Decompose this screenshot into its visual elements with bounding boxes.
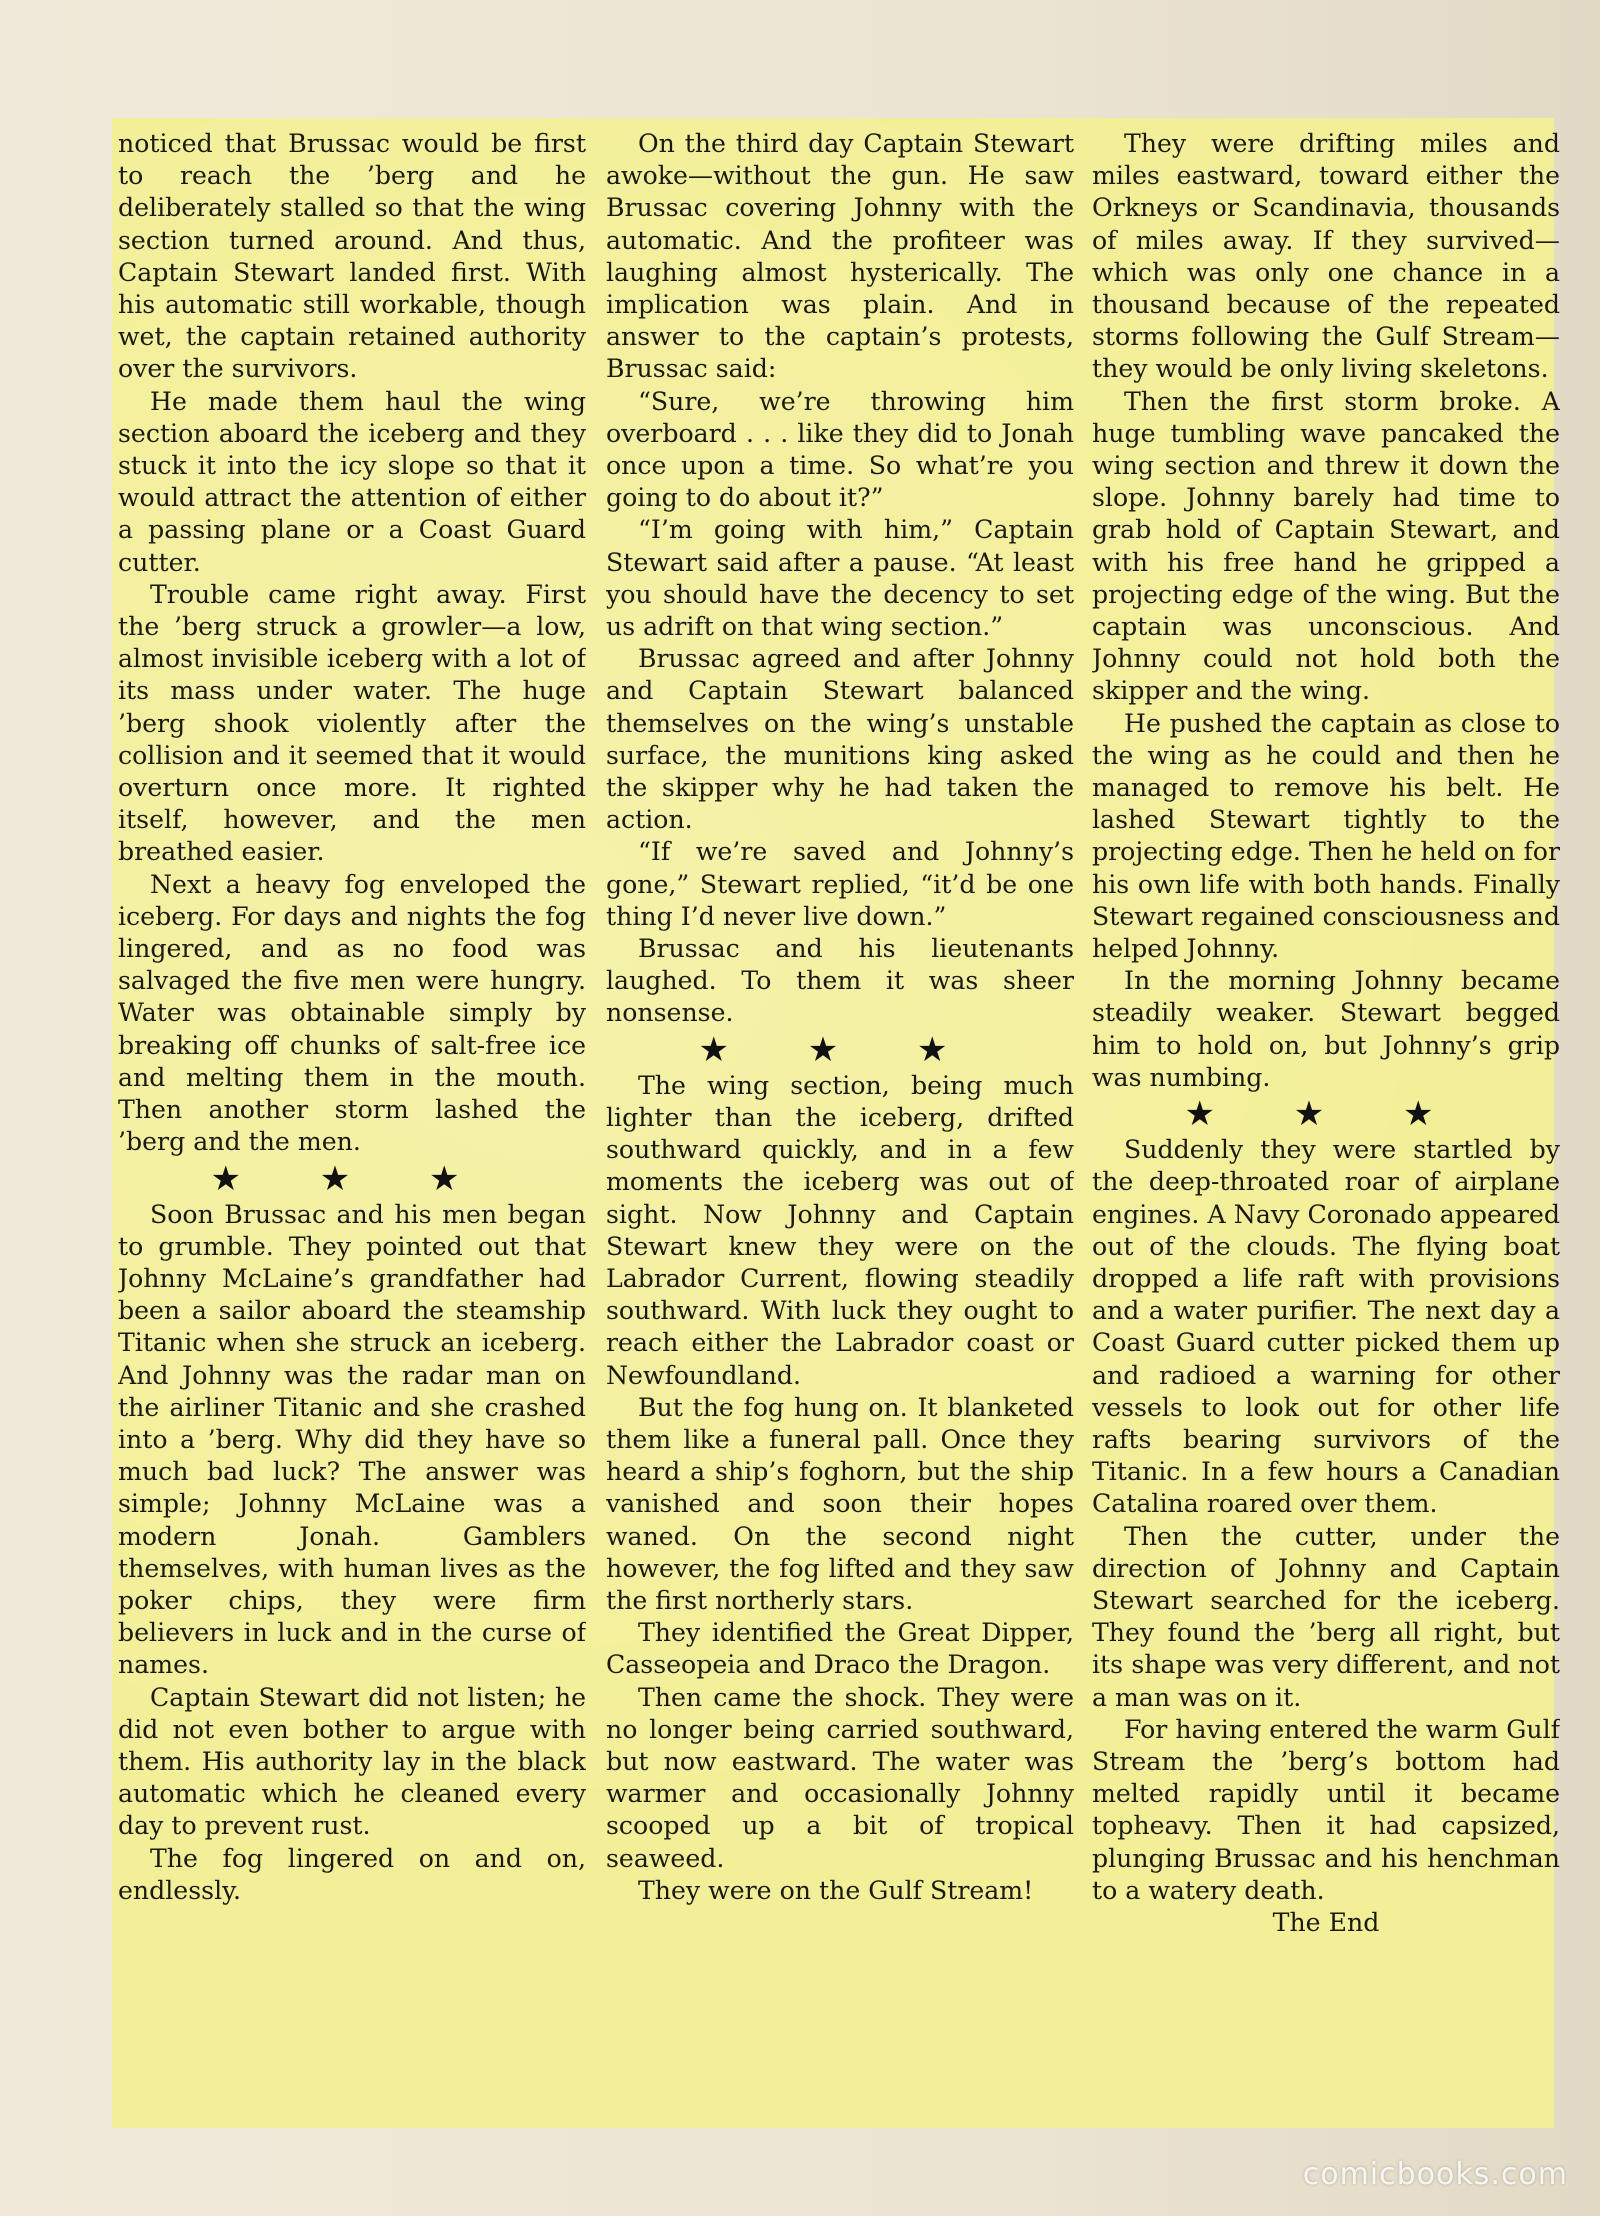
story-paragraph: Suddenly they were startled by the deep-throated roar of airplane engines. A Navy Coronado appeared out of the clouds. The flying boat dropped a life raft with provisions and a water purifier. The next day a Coast Guard cutter picked them up and radioed a warning for other vessels to look out for other life rafts bearing survivors of the Titanic. In a few hours a Canadian Catalina roared over them. xyxy=(1092,1135,1560,1519)
story-paragraph: They were on the Gulf Stream! xyxy=(638,1875,1034,1905)
column-3 xyxy=(1092,128,1560,2088)
story-paragraph: They were drifting miles and miles eastward, toward either the Orkneys or Scandinavia, thousands of miles away. If they survived—which was only one chance in a thousand because of the repeated storms following the Gulf Stream—they would be only living skeletons. xyxy=(1092,129,1560,384)
column-1 xyxy=(118,128,586,2088)
story-paragraph: In the morning Johnny became steadily weaker. Stewart begged him to hold on, but Johnny’s grip was numbing. xyxy=(1092,966,1560,1092)
story-paragraph: Then came the shock. They were no longer being carried southward, but now eastward. The water was warmer and occasionally Johnny scooped up a bit of tropical seaweed. xyxy=(606,1682,1074,1873)
story-paragraph: Then the first storm broke. A huge tumbling wave pancaked the wing section and threw it down the slope. Johnny barely had time to grab hold of Captain Stewart, and with his free hand he gripped a projecting edge of the wing. But the captain was unconscious. And Johnny could not hold both the skipper and the wing. xyxy=(1092,386,1560,706)
story-paragraph: Captain Stewart did not listen; he did not even bother to argue with them. His authority lay in the black automatic which he cleaned every day to prevent rust. xyxy=(118,1682,586,1841)
story-paragraph: “Sure, we’re throwing him overboard . . . like they did to Jonah once upon a time. So what’re you going to do about it?” xyxy=(606,386,1074,513)
story-paragraph: The wing section, being much lighter than the iceberg, drifted southward quickly, and in a few moments the iceberg was out of sight. Now Johnny and Captain Stewart knew they were on the Labrador Current, flowing steadily southward. With luck they ought to reach either the Labrador coast or Newfoundland. xyxy=(606,1070,1074,1390)
story-paragraph: “I’m going with him,” Captain Stewart said after a pause. “At least you should have the decency to set us adrift on that wing section.” xyxy=(606,515,1074,642)
section-break-stars: ★ ★ ★ xyxy=(210,1158,494,1199)
story-end: The End xyxy=(1272,1907,1380,1937)
story-paragraph: They identified the Great Dipper, Casseopeia and Draco the Dragon. xyxy=(606,1618,1074,1680)
story-paragraph: But the fog hung on. It blanketed them like a funeral pall. Once they heard a ship’s foghorn, but the ship vanished and soon their hopes waned. On the second night however, the fog lifted and they saw the first northerly stars. xyxy=(606,1392,1074,1615)
story-paragraph: Trouble came right away. First the ’berg struck a growler—a low, almost invisible iceberg with a lot of its mass under water. The huge ’berg shook violently after the collision and it seemed that it would overturn once more. It righted itself, however, and the men breathed easier. xyxy=(118,579,586,867)
story-paragraph: Soon Brussac and his men began to grumble. They pointed out that Johnny McLaine’s grandfather had been a sailor aboard the steamship Titanic when she struck an iceberg. And Johnny was the radar man on the airliner Titanic and she crashed into a ’berg. Why did they have so much bad luck? The answer was simple; Johnny McLaine was a modern Jonah. Gamblers themselves, with human lives as the poker chips, they were firm believers in luck and in the curse of names. xyxy=(118,1199,586,1680)
section-break-stars: ★ ★ ★ xyxy=(1184,1094,1468,1135)
story-paragraph: Brussac agreed and after Johnny and Captain Stewart balanced themselves on the wing’s unstable surface, the munitions king asked the skipper why he had taken the action. xyxy=(606,644,1074,835)
story-paragraph: Then the cutter, under the direction of Johnny and Captain Stewart searched for the iceberg. They found the ’berg all right, but its shape was very different, and not a man was on it. xyxy=(1092,1521,1560,1712)
story-paragraph: The fog lingered on and on, endlessly. xyxy=(118,1843,586,1905)
watermark: comicbooks.com xyxy=(1302,2157,1568,2192)
story-paragraph: He made them haul the wing section aboard the iceberg and they stuck it into the icy slope so that it would attract the attention of either a passing plane or a Coast Guard cutter. xyxy=(118,386,586,577)
story-paragraph: For having entered the warm Gulf Stream the ’berg’s bottom had melted rapidly until it became topheavy. Then it had capsized, plunging Brussac and his henchman to a watery death. xyxy=(1092,1714,1560,1905)
story-paragraph: On the third day Captain Stewart awoke—without the gun. He saw Brussac covering Johnny with the automatic. And the profiteer was laughing almost hysterically. The implication was plain. And in answer to the captain’s protests, Brussac said: xyxy=(606,129,1074,384)
section-break-stars: ★ ★ ★ xyxy=(698,1029,982,1070)
story-paragraph: Brussac and his lieutenants laughed. To them it was sheer nonsense. xyxy=(606,934,1074,1028)
story-paragraph: He pushed the captain as close to the wing as he could and then he managed to remove his belt. He lashed Stewart tightly to the projecting edge. Then he held on for his own life with both hands. Finally Stewart regained consciousness and helped Johnny. xyxy=(1092,708,1560,964)
story-paragraph: “If we’re saved and Johnny’s gone,” Stewart replied, “it’d be one thing I’d never live down.” xyxy=(606,837,1074,931)
story-paragraph: Next a heavy fog enveloped the iceberg. For days and nights the fog lingered, and as no food was salvaged the five men were hungry. Water was obtainable simply by breaking off chunks of salt-free ice and melting them in the mouth. Then another storm lashed the ’berg and the men. xyxy=(118,869,586,1157)
story-paragraph: noticed that Brussac would be first to reach the ’berg and he deliberately stalled so that the wing section turned around. And thus, Captain Stewart landed first. With his automatic still workable, though wet, the captain retained authority over the survivors. xyxy=(118,129,586,384)
column-2 xyxy=(606,128,1074,2088)
